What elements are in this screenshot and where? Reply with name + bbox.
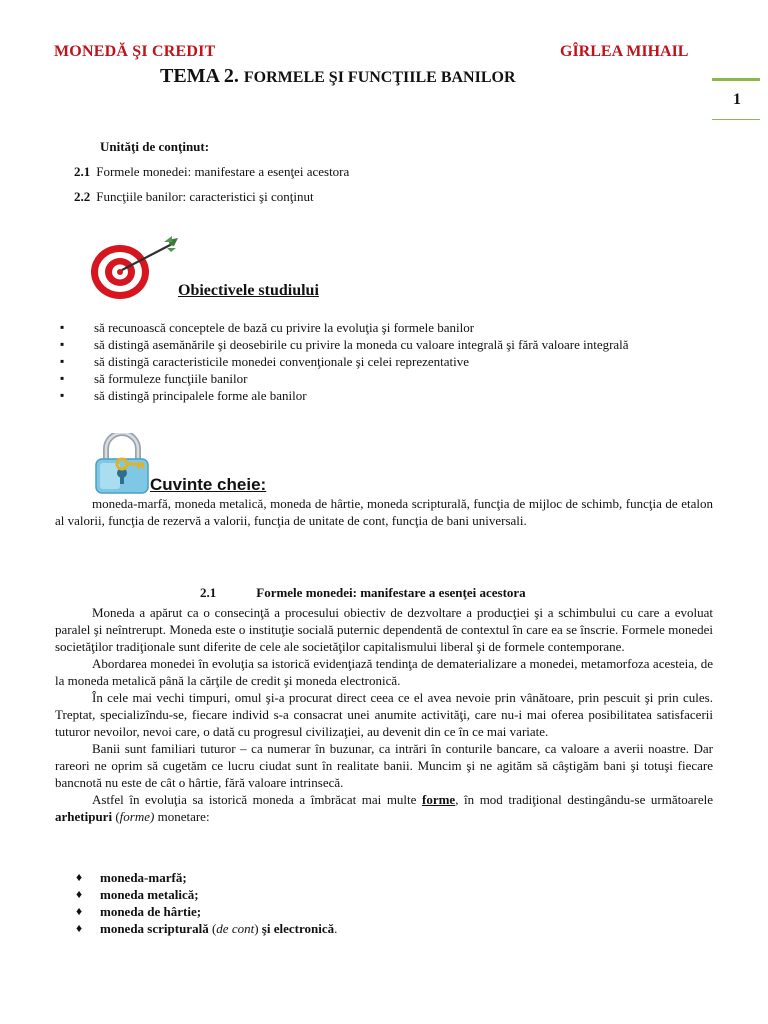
header-course-title: MONEDĂ ŞI CREDIT — [54, 43, 216, 60]
keywords-heading: Cuvinte cheie: — [150, 475, 267, 494]
text-run: ( — [112, 809, 120, 824]
text-run: şi electronică — [261, 921, 335, 936]
emphasis-forme: forme — [422, 792, 456, 807]
paragraph: Moneda a apărut ca o consecinţă a procesului obiectiv de dezvoltare a producţiei şi a schimbului cu care a evoluat paralel şi neîntrerupt. Moneda este o instituţie socială puternic dependentă de contextul în care ea se înscrie. Formele monedei societăţilor tradiţionale sunt diferite de cele ale societăţilor capitalismului liberal şi de formele contemporane. — [55, 605, 713, 654]
unit-number: 2.1 — [74, 164, 91, 179]
archetypes-list — [76, 869, 337, 937]
section-title: Formele monedei: manifestare a esenţei acestora — [256, 585, 526, 600]
page-number-rule-bottom — [712, 119, 760, 120]
section-heading — [200, 585, 526, 601]
list-item: ▪ să recunoască conceptele de bază cu privire la evoluţia şi formele banilor — [60, 319, 714, 336]
page-title — [160, 65, 516, 88]
list-item: ♦ moneda metalică; — [76, 886, 337, 903]
list-item: ♦ moneda-marfă; — [76, 869, 337, 886]
objectives-heading: Obiectivele studiului — [178, 282, 319, 299]
unit-text: Funcţiile banilor: caracteristici şi conţinut — [96, 189, 314, 204]
text-run: de cont — [216, 921, 255, 936]
text-run: ) — [254, 921, 262, 936]
list-item: ▪ să formuleze funcţiile banilor — [60, 370, 714, 387]
list-item: ♦ moneda de hârtie; — [76, 903, 337, 920]
text-run: . — [334, 921, 338, 936]
keywords-text: moneda-marfă, moneda metalică, moneda de hârtie, moneda scripturală, funcţia de mijloc de schimb, funcţia de etalon al valorii, funcţia de rezervă a valorii, funcţia de unitate de cont, funcţia de bani universali. — [55, 496, 713, 528]
text-run: ( — [208, 921, 217, 936]
page-number-rule-top — [712, 78, 760, 81]
unit-item — [74, 189, 314, 205]
list-item: ▪ să distingă principalele forme ale banilor — [60, 387, 714, 404]
list-item — [76, 920, 337, 937]
units-heading: Unităţi de conţinut: — [100, 139, 210, 154]
unit-text: Formele monedei: manifestare a esenţei acestora — [96, 164, 350, 179]
list-item: ▪ să distingă caracteristicile monedei convenţionale şi celei reprezentative — [60, 353, 714, 370]
unit-number: 2.2 — [74, 189, 91, 204]
emphasis-forme-italic: forme) — [119, 809, 155, 824]
emphasis-arhetipuri: arhetipuri — [55, 809, 113, 824]
paragraph: În cele mai vechi timpuri, omul şi-a procurat direct ceea ce el avea nevoie prin vânătoare, prin pescuit şi prin cules. Treptat, specializîndu-se, fiecare individ s-a consacrat unei anumite activităţi, care nu-i mai oferea posibilitatea satisfacerii tuturor nevoilor, nevoi care, o dată cu progresul civilizaţiei, au devenit din ce în ce mai variate. — [55, 690, 713, 739]
list-item: ▪ să distingă asemănările şi deosebirile cu privire la moneda cu valoare integrală şi fără valoare integrală — [60, 336, 714, 353]
target-dart-icon — [88, 236, 180, 302]
page-number: 1 — [733, 91, 741, 108]
section-number: 2.1 — [200, 585, 217, 600]
objectives-list — [60, 319, 714, 404]
paragraph: Abordarea monedei în evoluţia sa istorică evidenţiază tendinţa de dematerializare a monedei, metamorfoza acesteia, de la moneda metalică până la cărţile de credit şi moneda electronică. — [55, 656, 713, 688]
text-run: monetare: — [154, 809, 210, 824]
unit-item — [74, 164, 349, 180]
paragraph — [55, 791, 713, 825]
text-run: moneda scripturală — [100, 921, 209, 936]
body-text — [55, 604, 713, 825]
paragraph: Banii sunt familiari tuturor – ca numerar în buzunar, ca intrări în conturile bancare, ca valoare a averii noastre. Dar rareori ne oprim să cugetăm ce lucru ciudat sunt în realitate banii. Muncim şi ne agităm să câştigăm bani şi totuşi fiecare bancnotă nu este de cât o hârtie, fără valoare intrinsecă. — [55, 741, 713, 790]
text-run: Astfel în evoluţia sa istorică moneda a îmbrăcat mai multe — [92, 792, 422, 807]
padlock-key-icon — [92, 433, 152, 495]
text-run: , în mod tradiţional destingându-se următoarele — [455, 792, 713, 807]
header-author: GÎRLEA MIHAIL — [560, 43, 689, 60]
title-text: FORMELE ŞI FUNCŢIILE BANILOR — [243, 69, 516, 86]
title-prefix: TEMA 2. — [160, 65, 239, 87]
